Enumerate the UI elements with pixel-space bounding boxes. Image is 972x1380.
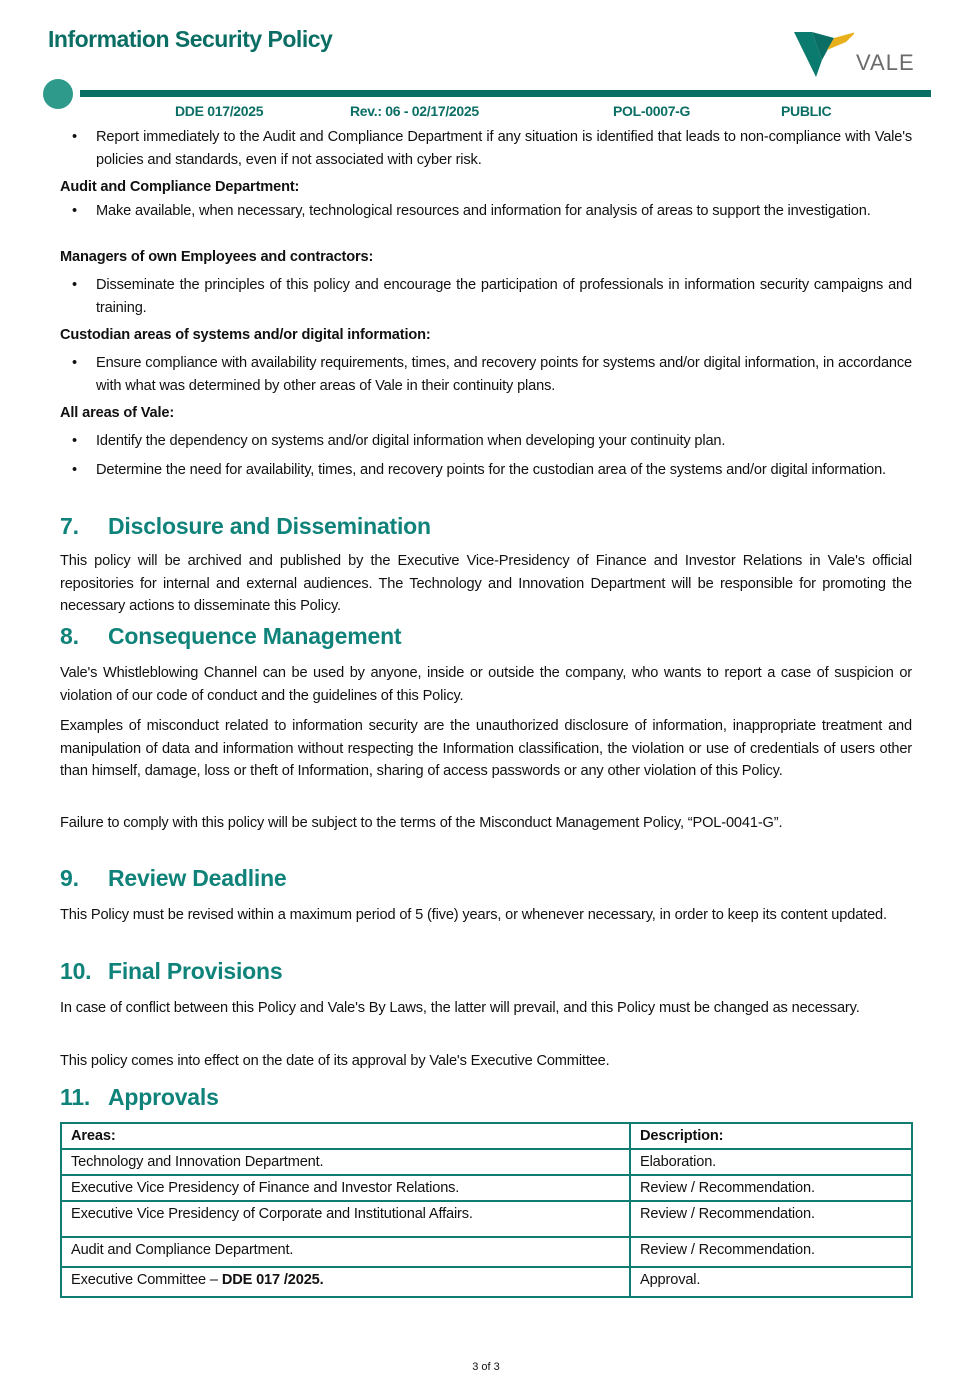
vale-logo-icon xyxy=(794,30,854,80)
document-title: Information Security Policy xyxy=(48,26,333,52)
bullet-item: • Make available, when necessary, technological resources and information for analysis of areas to support the investigation. xyxy=(72,203,871,219)
section-heading: 7. Disclosure and Dissemination xyxy=(60,513,431,539)
table-row: Executive Committee – DDE 017 /2025. Approval. xyxy=(61,1267,912,1297)
globe-icon xyxy=(43,79,73,109)
revision: Rev.: 06 - 02/17/2025 xyxy=(350,103,479,119)
approvals-table xyxy=(60,1122,913,1298)
bullet-item: • Determine the need for availability, times, and recovery points for the custodian area of the systems and/or digital information. xyxy=(72,462,886,478)
paragraph: Examples of misconduct related to information security are the unauthorized disclosure of information, inappropriate treatment and manipulation of data and information without respecting the Information classification, the violation or use of credentials of users other than himself, damage, loss or theft of Information, sharing of access passwords or any other violation of this Policy. xyxy=(60,718,912,779)
section-heading: 10. Final Provisions xyxy=(60,958,283,984)
dde-number: DDE 017/2025 xyxy=(175,103,264,119)
paragraph: Vale's Whistleblowing Channel can be used by anyone, inside or outside the company, who wants to report a case of suspicion or violation of our code of conduct and the guidelines of this Policy. xyxy=(60,665,912,704)
table-row: Executive Vice Presidency of Finance and Investor Relations. Review / Recommendation. xyxy=(61,1175,912,1201)
header-rule xyxy=(80,90,931,97)
vale-logo xyxy=(794,30,919,80)
subheading: Audit and Compliance Department: xyxy=(60,179,300,195)
bullet-item: • Ensure compliance with availability requirements, times, and recovery points for systems and/or digital information, in accordance with what was determined by other areas of Vale in their continuity plans. xyxy=(72,355,912,394)
classification: PUBLIC xyxy=(781,103,832,119)
paragraph: This Policy must be revised within a maximum period of 5 (five) years, or whenever necessary, in order to keep its content updated. xyxy=(60,907,887,923)
table-row: Technology and Innovation Department. Elaboration. xyxy=(61,1149,912,1175)
section-heading: 11. Approvals xyxy=(60,1084,219,1110)
paragraph: This policy will be archived and published by the Executive Vice-Presidency of Finance and Investor Relations in Vale's official repositories for internal and external audiences. The Technology and Innovation Department will be responsible for promoting the necessary actions to disseminate this Policy. xyxy=(60,553,912,614)
table-row: Audit and Compliance Department. Review / Recommendation. xyxy=(61,1237,912,1267)
paragraph: This policy comes into effect on the date of its approval by Vale's Executive Committee. xyxy=(60,1053,610,1069)
table-header-row: Areas: Description: xyxy=(61,1123,912,1149)
paragraph: In case of conflict between this Policy and Vale's By Laws, the latter will prevail, and this Policy must be changed as necessary. xyxy=(60,1000,860,1016)
subheading: All areas of Vale: xyxy=(60,405,175,421)
bullet-item: • Report immediately to the Audit and Compliance Department if any situation is identified that leads to non-compliance with Vale's policies and standards, even if not associated with cyber risk. xyxy=(72,129,912,168)
table-row: Executive Vice Presidency of Corporate and Institutional Affairs. Review / Recommendation. xyxy=(61,1201,912,1237)
section-heading: 8. Consequence Management xyxy=(60,623,402,649)
bullet-item: • Identify the dependency on systems and/or digital information when developing your continuity plan. xyxy=(72,433,726,449)
policy-code: POL-0007-G xyxy=(613,103,691,119)
logo-text: VALE xyxy=(856,50,915,75)
page-number: 3 of 3 xyxy=(472,1361,500,1373)
subheading: Managers of own Employees and contractors: xyxy=(60,249,374,265)
paragraph: Failure to comply with this policy will be subject to the terms of the Misconduct Management Policy, “POL-0041-G”. xyxy=(60,815,783,831)
subheading: Custodian areas of systems and/or digital information: xyxy=(60,327,431,343)
section-heading: 9. Review Deadline xyxy=(60,865,287,891)
bullet-item: • Disseminate the principles of this policy and encourage the participation of professionals in information security campaigns and training. xyxy=(72,277,912,316)
